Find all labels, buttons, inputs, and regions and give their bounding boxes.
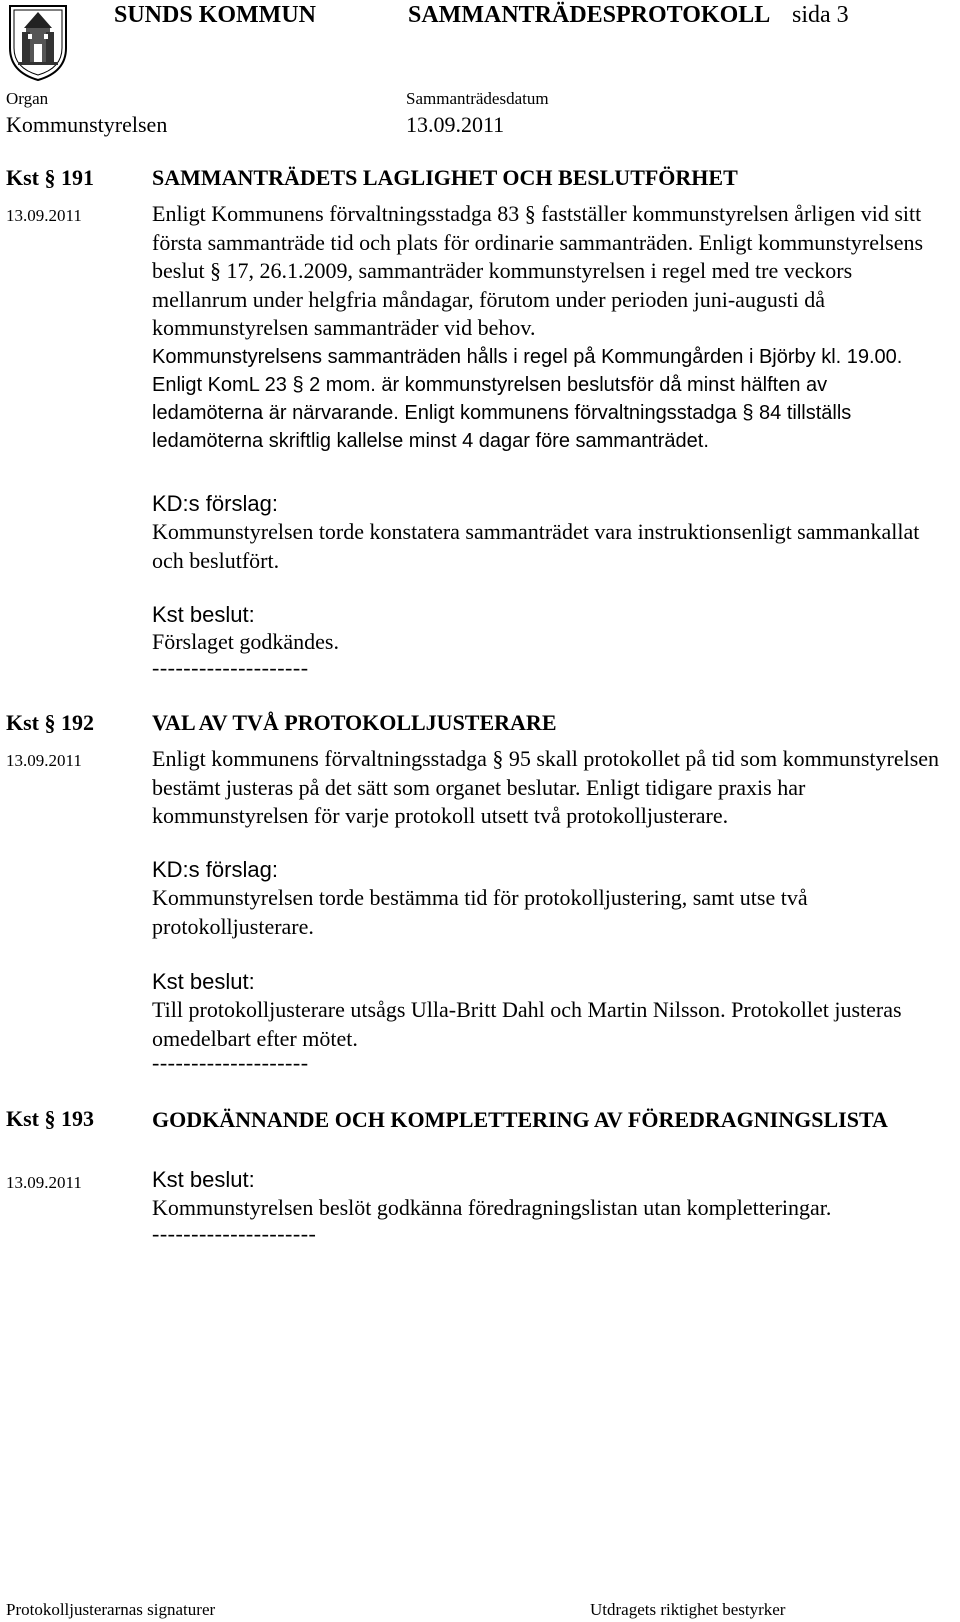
meeting-date-value: 13.09.2011 [406, 112, 505, 137]
proposal-label: KD:s förslag: [152, 857, 278, 882]
proposal-text: Kommunstyrelsen torde konstatera sammanträdet vara instruktionsenligt sammankallat och beslutfört. [152, 519, 920, 573]
decision-label: Kst beslut: [152, 602, 255, 627]
section-date: 13.09.2011 [6, 751, 82, 770]
decision-text: Förslaget godkändes. [152, 629, 339, 654]
decision-text: Kommunstyrelsen beslöt godkänna föredragningslistan utan kompletteringar. [152, 1195, 832, 1220]
page-number: sida 3 [792, 2, 849, 28]
separator: --------------------- [152, 1221, 317, 1246]
section-body-serif: Enligt Kommunens förvaltningsstadga 83 § fastställer kommunstyrelsen årligen vid sitt första sammanträde tid och plats för ordinarie sammanträden. Enligt kommunstyrelsens beslut § 17, 26.1.2009, sammanträder kommunstyrelsen i regel med tre veckors mellanrum under helgfria måndagar, förutom under perioden juni-augusti då kommunstyrelsen sammanträder vid behov. [152, 201, 924, 340]
section-date: 13.09.2011 [6, 1173, 82, 1192]
separator: -------------------- [152, 1050, 309, 1075]
proposal-text: Kommunstyrelsen torde bestämma tid för protokolljustering, samt utse två protokolljusterare. [152, 885, 808, 939]
section-heading: VAL AV TVÅ PROTOKOLLJUSTERARE [152, 710, 557, 735]
document-type: SAMMANTRÄDESPROTOKOLL [408, 2, 771, 28]
section-body: Enligt kommunens förvaltningsstadga § 95 skall protokollet på tid som kommunstyrelsen bestämt justeras på det sätt som organet beslutar. Enligt tidigare praxis har kommunstyrelsen för varje protokoll utsett två protokolljusterare. [152, 746, 940, 828]
section-date: 13.09.2011 [6, 206, 82, 225]
section-number: Kst § 192 [6, 710, 94, 735]
section-body-sans: Kommunstyrelsens sammanträden hålls i regel på Kommungården i Björby kl. 19.00. Enligt KomL 23 § 2 mom. är kommunstyrelsen beslutsför då minst hälften av ledamöterna är närvarande. Enligt kommunens förvaltningsstadga § 84 tillställs ledamöterna skriftlig kallelse minst 4 dagar före sammanträdet. [152, 345, 903, 452]
organ-label: Organ [6, 89, 49, 108]
decision-label: Kst beslut: [152, 969, 255, 994]
section-heading: SAMMANTRÄDETS LAGLIGHET OCH BESLUTFÖRHET [152, 165, 738, 190]
decision-text: Till protokolljusterare utsågs Ulla-Britt Dahl och Martin Nilsson. Protokollet justeras omedelbart efter mötet. [152, 997, 902, 1051]
footer-signatures: Protokolljusterarnas signaturer [6, 1600, 216, 1619]
meeting-date-label: Sammanträdesdatum [406, 89, 549, 108]
proposal-label: KD:s förslag: [152, 491, 278, 516]
footer-verification: Utdragets riktighet bestyrker [590, 1600, 786, 1619]
separator: -------------------- [152, 655, 309, 680]
section-heading: GODKÄNNANDE OCH KOMPLETTERING AV FÖREDRAGNINGSLISTA [152, 1107, 888, 1132]
municipality-name: SUNDS KOMMUN [114, 2, 316, 28]
section-number: Kst § 191 [6, 165, 94, 190]
section-number: Kst § 193 [6, 1106, 94, 1131]
section-body [152, 200, 942, 455]
municipal-coat-of-arms-icon [6, 2, 70, 82]
decision-label: Kst beslut: [152, 1167, 255, 1192]
organ-value: Kommunstyrelsen [6, 112, 168, 137]
